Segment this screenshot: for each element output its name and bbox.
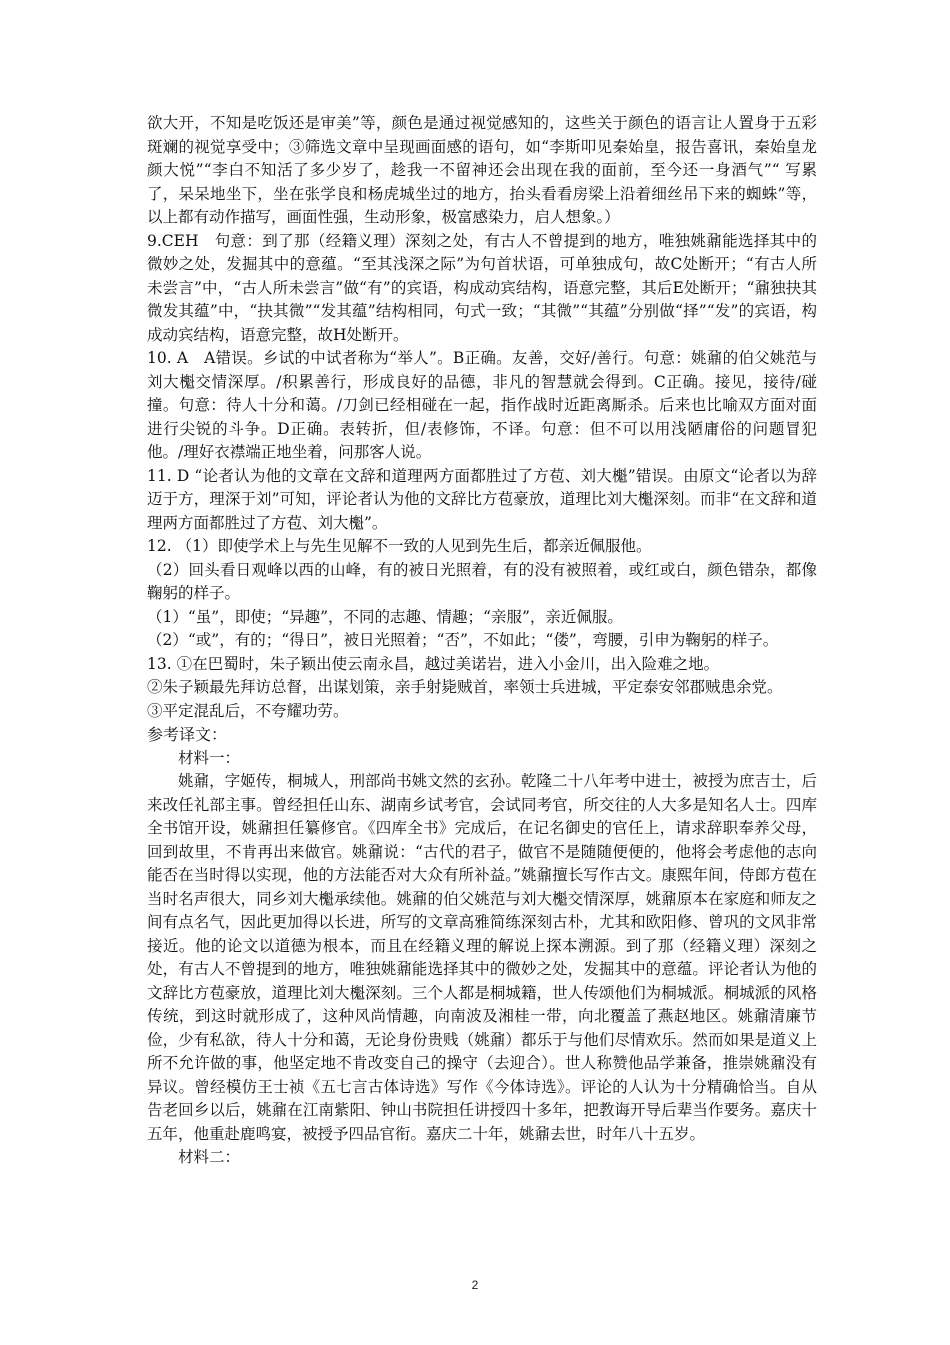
answer-9: 9.CEH 句意：到了那（经籍义理）深刻之处，有古人不曾提到的地方，唯独姚鼐能选择其中的微妙之处，发掘其中的意蕴。“至其浅深之际”为句首状语，可单独成句，故C处断开；“有古人所未尝言”中，“古人所未尝言”做“有”的宾语，构成动宾结构，语意完整，其后E处断开；“鼐独抉其微发其蕴”中，“抉其微”“发其蕴”结构相同，句式一致；“其微”“其蕴”分别做“择”“发”的宾语，构成动宾结构，语意完整，故H处断开。 — [147, 231, 818, 344]
translation-heading: 参考译文： — [147, 725, 228, 744]
answer-12-part-1: 12. （1）即使学术上与先生见解不一致的人见到先生后，都亲近佩服他。 — [147, 537, 652, 555]
material-one-text: 姚鼐，字姬传，桐城人，刑部尚书姚文然的玄孙。乾隆二十八年考中进士，被授为庶吉士，后来改任礼部主事。曾经担任山东、湖南乡试考官，会试同考官，所交往的人大多是知名人士。四库全书馆开设，姚鼐担任纂修官。《四库全书》完成后，在记名御史的官任上，请求辞职奉养父母，回到故里，不肯再出来做官。姚鼐说：“古代的君子，做官不是随随便便的，他将会考虑他的志向能否在当时得以实现，他的方法能否对大众有所补益。”姚鼐擅长写作古文。康熙年间，侍郎方苞在当时名声很大，同乡刘大櫆承续他。姚鼐的伯父姚范与刘大櫆交情深厚，姚鼐原本在家庭和师友之间有点名气，因此更加得以长进，所写的文章高雅简练深刻古朴，尤其和欧阳修、曾巩的文风非常接近。他的论文以道德为根本，而且在经籍义理的解说上探本溯源。到了那（经籍义理）深刻之处，有古人不曾提到的地方，唯独姚鼐能选择其中的微妙之处，发掘其中的意蕴。评论者认为他的文辞比方苞豪放，道理比刘大櫆深刻。三个人都是桐城籍，世人传颂他们为桐城派。桐城派的风格传统，到这时就形成了，这种风尚情趣，向南波及湘桂一带，向北覆盖了燕赵地区。姚鼐清廉节俭，少有私欲，待人十分和蔼，无论身份贵贱（姚鼐）都乐于与他们尽情欢乐。然而如果是道义上所不允许做的事，他坚定地不肯改变自己的操守（去迎合）。世人称赞他品学兼备，推崇姚鼐没有异议。曾经模仿王士祯《五七言古体诗选》写作《今体诗选》。评论的人认为十分精确恰当。自从告老回乡以后，姚鼐在江南紫阳、钟山书院担任讲授四十多年，把教诲开导后辈当作要务。嘉庆十五年，他重赴鹿鸣宴，被授予四品官衔。嘉庆二十年，姚鼐去世，时年八十五岁。 — [147, 772, 817, 1143]
answer-13-point-1: 13. ①在巴蜀时，朱子颖出使云南永昌，越过美诺岩，进入小金川，出入险难之地。 — [147, 654, 720, 673]
page-number: 2 — [471, 1278, 479, 1292]
answer-11: 11. D “论者认为他的文章在文辞和道理两方面都胜过了方苞、刘大櫆”错误。由原文“论者以为辞迈于方，理深于刘”可知，评论者认为他的文辞比方苞豪放，道理比刘大櫆深刻。而非“在文辞和道理两方面都胜过了方苞、刘大櫆”。 — [147, 466, 817, 532]
answer-12-note-2: （2）“或”，有的；“得日”，被日光照着；“否”，不如此；“偻”，弯腰，引申为鞠躬的样子。 — [147, 631, 779, 649]
document-body — [147, 112, 817, 1170]
answer-8-continuation: 欲大开，不知是吃饭还是审美”等，颜色是通过视觉感知的，这些关于颜色的语言让人置身于五彩斑斓的视觉享受中；③筛选文章中呈现画面感的语句，如“李斯叩见秦始皇，报告喜讯，秦始皇龙颜大悦”“李白不知活了多少岁了，趁我一不留神还会出现在我的面前，至今还一身酒气”“ 写累了，呆呆地坐下，坐在张学良和杨虎城坐过的地方，抬头看看房梁上沿着细丝吊下来的蜘蛛”等，以上都有动作描写，画面性强，生动形象，极富感染力，启人想象。） — [147, 114, 817, 226]
answer-10: 10. A A错误。乡试的中试者称为“举人”。B正确。友善，交好/善行。句意：姚鼐的伯父姚范与刘大櫆交情深厚。/积累善行，形成良好的品德，非凡的智慧就会得到。C正确。接见，接待/碰撞。句意：待人十分和蔼。/刀剑已经相碰在一起，指作战时近距离厮杀。后来也比喻双方面对面进行尖锐的斗争。D正确。表转折，但/表修饰，不译。句意：但不可以用浅陋庸俗的问题冒犯他。/理好衣襟端正地坐着，问那客人说。 — [147, 349, 817, 461]
material-one-label: 材料一： — [178, 748, 241, 767]
answer-13-point-3: ③平定混乱后，不夸耀功劳。 — [147, 701, 349, 720]
material-two-label: 材料二： — [178, 1148, 241, 1166]
answer-13-point-2: ②朱子颖最先拜访总督，出谋划策，亲手射毙贼首，率领士兵进城，平定泰安邻郡贼患余党。 — [147, 678, 783, 696]
answer-12-part-2: （2）回头看日观峰以西的山峰，有的被日光照着，有的没有被照着，或红或白，颜色错杂，都像鞠躬的样子。 — [147, 560, 817, 602]
answer-12-note-1: （1）“虽”，即使；“异趣”，不同的志趣、情趣；“亲服”，亲近佩服。 — [147, 607, 623, 626]
